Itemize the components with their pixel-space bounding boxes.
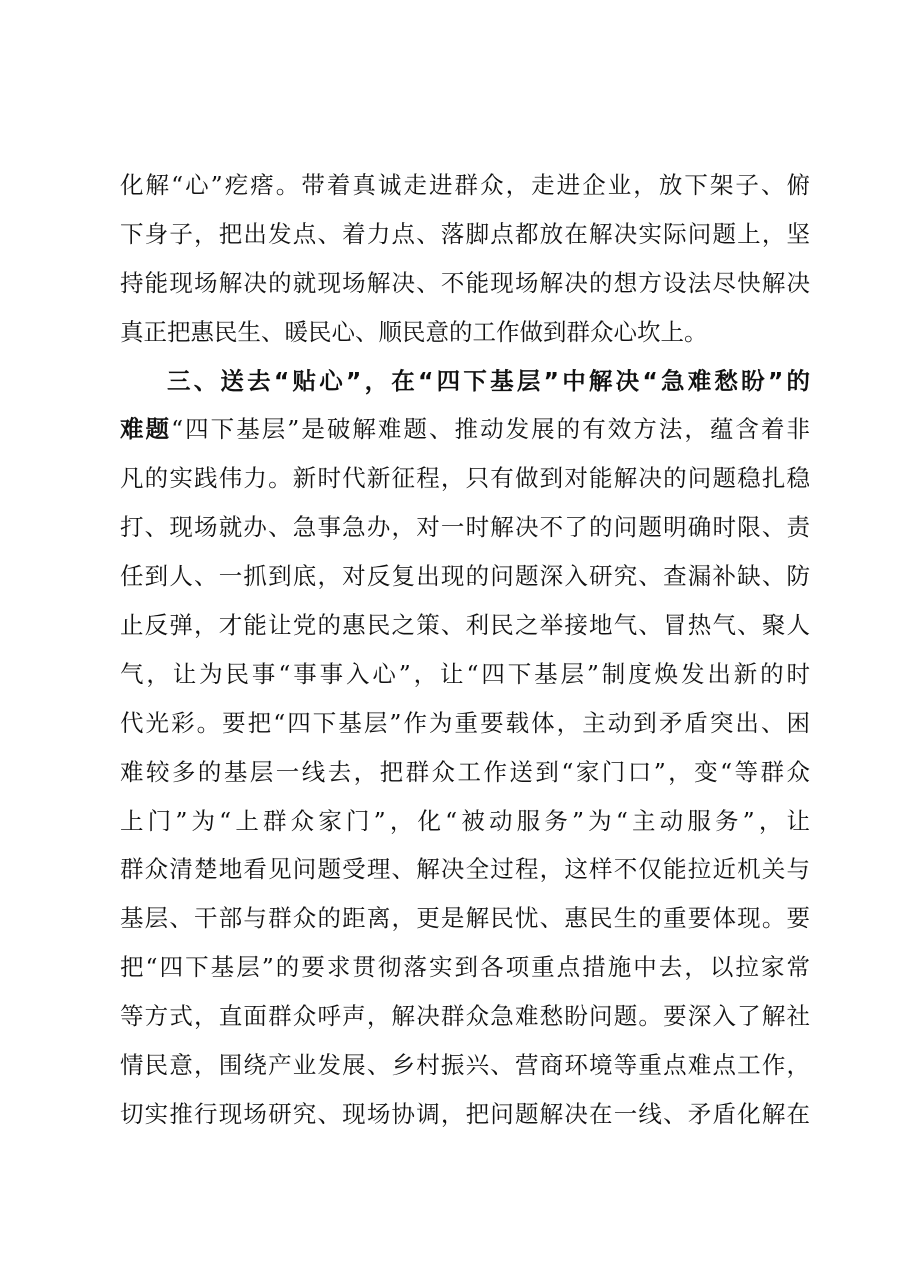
section-heading-line [120, 357, 810, 406]
section-heading-continuation: 难题 [120, 415, 172, 444]
text-line: 群众清楚地看见问题受理、解决全过程，这样不仅能拉近机关与 [120, 855, 810, 884]
text-line: 下身子，把出发点、着力点、落脚点都放在解决实际问题上，坚 [120, 219, 810, 248]
section-heading: 三、送去“贴心”，在“四下基层”中解决“急难愁盼”的 [167, 366, 810, 395]
text-line: 气，让为民事“事事入心”，让“四下基层”制度焕发出新的时 [120, 659, 810, 688]
text-line: 凡的实践伟力。新时代新征程，只有做到对能解决的问题稳扎稳 [120, 464, 810, 493]
text-line: 化解“心”疙瘩。带着真诚走进群众，走进企业，放下架子、俯 [120, 171, 810, 199]
text-line: 等方式，直面群众呼声，解决群众急难愁盼问题。要深入了解社 [120, 1002, 810, 1031]
text-line: 止反弹，才能让党的惠民之策、利民之举接地气、冒热气、聚人 [120, 611, 810, 640]
text-line: 任到人、一抓到底，对反复出现的问题深入研究、查漏补缺、防 [120, 562, 810, 591]
text-line: 情民意，围绕产业发展、乡村振兴、营商环境等重点难点工作， [120, 1051, 810, 1080]
text-line: 代光彩。要把“四下基层”作为重要载体，主动到矛盾突出、困 [120, 708, 810, 737]
section-heading-continuation-line [120, 405, 810, 454]
text-line: 切实推行现场研究、现场协调，把问题解决在一线、矛盾化解在 [120, 1099, 810, 1128]
text-line: 把“四下基层”的要求贯彻落实到各项重点措施中去，以拉家常 [120, 953, 810, 982]
text-line: 难较多的基层一线去，把群众工作送到“家门口”，变“等群众 [120, 757, 810, 786]
text-line: 打、现场就办、急事急办，对一时解决不了的问题明确时限、责 [120, 513, 810, 542]
text-line: 真正把惠民生、暖民心、顺民意的工作做到群众心坎上。 [120, 317, 708, 346]
text-line: 基层、干部与群众的距离，更是解民忧、惠民生的重要体现。要 [120, 904, 810, 933]
document-body [120, 161, 810, 1139]
paragraph-text: “四下基层”是破解难题、推动发展的有效方法，蕴含着非 [171, 415, 811, 444]
text-line: 持能现场解决的就现场解决、不能现场解决的想方设法尽快解决 [120, 268, 810, 297]
text-line: 上门”为“上群众家门”，化“被动服务”为“主动服务”，让 [120, 806, 810, 835]
